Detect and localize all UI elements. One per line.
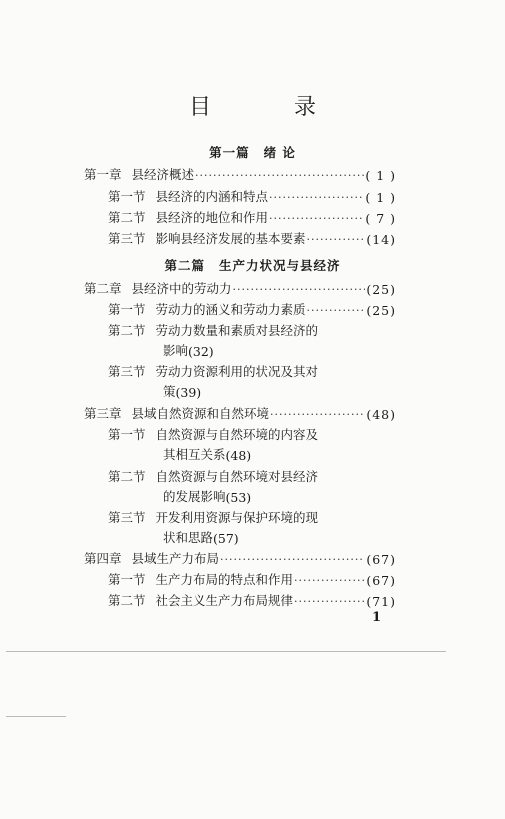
leader-dots xyxy=(269,191,364,205)
leader-dots xyxy=(195,169,364,183)
toc-label: 第一节 xyxy=(108,302,146,317)
toc-section[interactable] xyxy=(108,229,396,247)
toc-continuation[interactable] xyxy=(163,382,396,400)
toc-title: 开发利用资源与保护环境的现 xyxy=(155,510,319,525)
toc-page: (67) xyxy=(366,552,396,567)
toc-title: 县经济的地位和作用 xyxy=(155,210,269,225)
toc-label: 第一章 xyxy=(84,167,122,182)
toc-section[interactable] xyxy=(108,508,396,526)
toc-title: 劳动力的涵义和劳动力素质 xyxy=(155,302,306,317)
toc-section[interactable] xyxy=(108,321,396,339)
toc-title-continued: 的发展影响 xyxy=(163,489,226,504)
toc-label: 第四章 xyxy=(84,551,122,566)
toc-section[interactable] xyxy=(108,187,396,205)
toc-page: (14) xyxy=(366,232,396,247)
scan-edge-line xyxy=(6,651,446,652)
toc-title: 自然资源与自然环境对县经济 xyxy=(155,469,319,484)
part-heading xyxy=(0,256,505,274)
toc-section[interactable] xyxy=(108,570,396,588)
toc-continuation[interactable] xyxy=(163,445,396,463)
toc-label: 第二节 xyxy=(108,323,146,338)
toc-title: 县经济概述 xyxy=(131,167,195,182)
toc-page: (71) xyxy=(366,594,396,609)
toc-title-continued: 其相互关系 xyxy=(163,447,226,462)
toc-page: (39) xyxy=(175,385,202,400)
part-title: 绪 论 xyxy=(263,145,296,160)
toc-label: 第三章 xyxy=(84,406,122,421)
toc-title: 劳动力数量和素质对县经济的 xyxy=(155,323,319,338)
leader-dots xyxy=(294,595,365,609)
toc-label: 第一节 xyxy=(108,189,146,204)
toc-chapter[interactable] xyxy=(84,165,396,183)
toc-label: 第二节 xyxy=(108,210,146,225)
toc-title: 影响县经济发展的基本要素 xyxy=(155,231,306,246)
toc-section[interactable] xyxy=(108,425,396,443)
toc-label: 第二章 xyxy=(84,281,122,296)
toc-page: ( 1 ) xyxy=(365,190,396,205)
toc-page: ( 7 ) xyxy=(365,211,396,226)
toc-title: 县经济中的劳动力 xyxy=(131,281,232,296)
toc-chapter[interactable] xyxy=(84,549,396,567)
toc-title: 生产力布局的特点和作用 xyxy=(155,572,294,587)
toc-page: (48) xyxy=(366,407,396,422)
toc-label: 第三节 xyxy=(108,510,146,525)
toc-title: 县域生产力布局 xyxy=(131,551,220,566)
toc-title: 劳动力资源利用的状况及其对 xyxy=(155,364,319,379)
toc-section[interactable] xyxy=(108,362,396,380)
toc-page: ( 1 ) xyxy=(365,168,396,183)
part-heading xyxy=(0,143,505,161)
leader-dots xyxy=(233,283,366,297)
toc-page: (57) xyxy=(213,531,239,546)
toc-page: (48) xyxy=(225,448,252,463)
page-title: 目 录 xyxy=(189,95,354,120)
leader-dots xyxy=(220,553,365,567)
toc-label: 第一节 xyxy=(108,572,146,587)
toc-title: 社会主义生产力布局规律 xyxy=(155,593,294,608)
part-number: 第一篇 xyxy=(209,145,250,160)
toc-page: (67) xyxy=(366,573,396,588)
toc-continuation[interactable] xyxy=(163,341,396,359)
leader-dots xyxy=(294,574,365,588)
toc-chapter[interactable] xyxy=(84,279,396,297)
toc-title-continued: 策 xyxy=(163,384,176,399)
toc-title: 自然资源与自然环境的内容及 xyxy=(155,427,319,442)
toc-title-continued: 影响 xyxy=(163,343,189,358)
toc-section[interactable] xyxy=(108,591,396,609)
scan-edge-line xyxy=(6,716,66,717)
leader-dots xyxy=(270,408,365,422)
toc-section[interactable] xyxy=(108,208,396,226)
toc-label: 第三节 xyxy=(108,231,146,246)
part-title: 生产力状况与县经济 xyxy=(219,258,341,273)
toc-page: (25) xyxy=(366,282,396,297)
leader-dots xyxy=(269,212,364,226)
toc-title: 县域自然资源和自然环境 xyxy=(131,406,270,421)
toc-label: 第三节 xyxy=(108,364,146,379)
toc-continuation[interactable] xyxy=(163,528,396,546)
leader-dots xyxy=(307,304,366,318)
toc-continuation[interactable] xyxy=(163,487,396,505)
toc-label: 第一节 xyxy=(108,427,146,442)
page-number: 1 xyxy=(372,610,382,625)
toc-label: 第二节 xyxy=(108,469,146,484)
leader-dots xyxy=(307,233,366,247)
toc-title: 县经济的内涵和特点 xyxy=(155,189,269,204)
toc-label: 第二节 xyxy=(108,593,146,608)
toc-chapter[interactable] xyxy=(84,404,396,422)
toc-section[interactable] xyxy=(108,300,396,318)
toc-page: (25) xyxy=(366,303,396,318)
toc-page: (53) xyxy=(225,490,252,505)
part-number: 第二篇 xyxy=(164,258,205,273)
toc-page: (32) xyxy=(188,344,214,359)
toc-title-continued: 状和思路 xyxy=(163,530,214,545)
toc-section[interactable] xyxy=(108,467,396,485)
